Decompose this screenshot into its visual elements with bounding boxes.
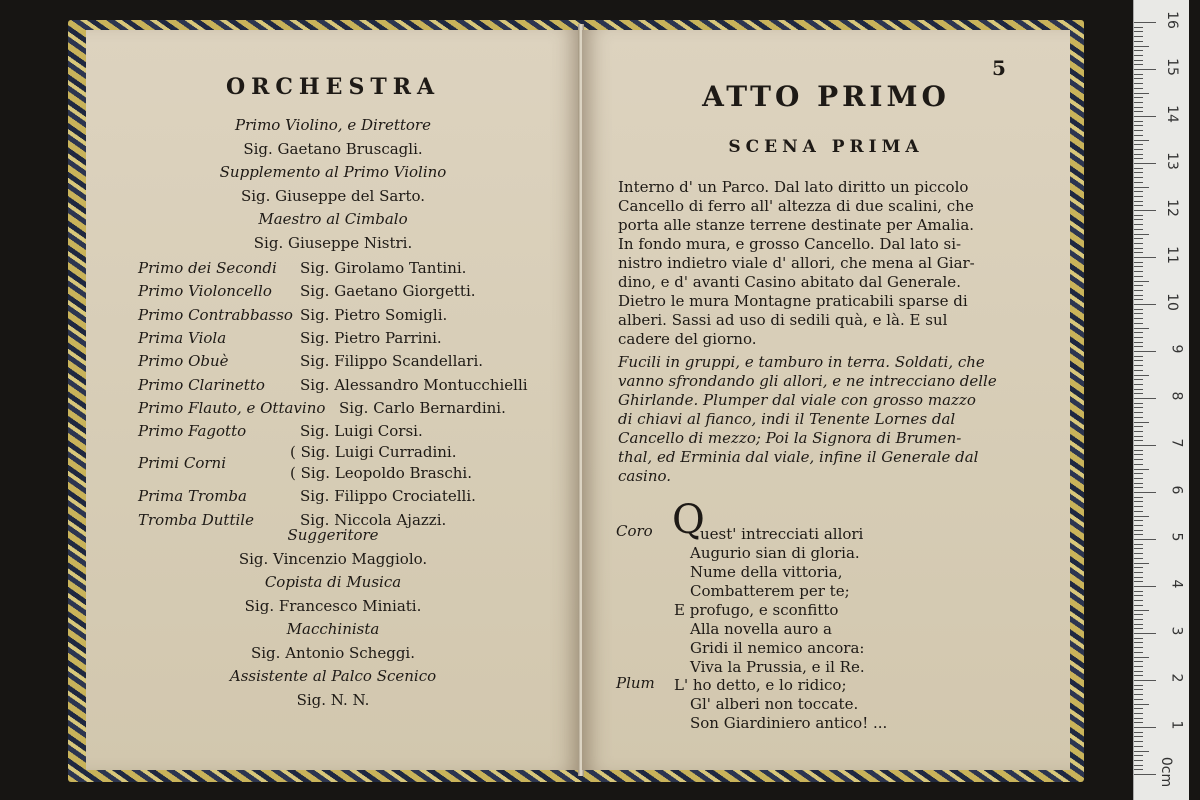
ruler-tick	[1134, 713, 1143, 714]
credit-role: Prima Viola	[138, 328, 227, 347]
credit-role: Assistente al Palco Scenico	[229, 667, 437, 685]
ruler-tick	[1134, 671, 1143, 672]
ruler-tick	[1134, 309, 1143, 310]
ruler-tick	[1134, 708, 1143, 709]
credit-name: ( Sig. Luigi Curradini.	[290, 443, 457, 461]
ruler-tick	[1134, 736, 1143, 737]
text-line: Cancello di ferro all' altezza di due scalini, che	[618, 197, 974, 215]
text-line: Ghirlande. Plumper dal viale con grosso mazzo	[618, 391, 976, 409]
ruler-tick	[1134, 121, 1143, 122]
ruler-tick	[1134, 257, 1156, 258]
ruler-tick	[1134, 22, 1156, 23]
credit-role: Maestro al Cimbalo	[258, 210, 408, 228]
text-line: Cancello di mezzo; Poi la Signora di Brumen-	[618, 429, 962, 447]
ruler-tick	[1134, 219, 1143, 220]
ruler-tick	[1134, 534, 1143, 535]
ruler-tick	[1134, 478, 1143, 479]
verse-line: L' ho detto, e lo ridico;	[674, 676, 847, 694]
ruler-tick	[1134, 55, 1143, 56]
credit-name: ( Sig. Leopoldo Braschi.	[290, 464, 472, 482]
ruler-tick	[1134, 417, 1143, 418]
ruler-tick	[1134, 581, 1143, 582]
ruler-tick	[1134, 125, 1143, 126]
orchestra-heading: ORCHESTRA	[225, 74, 441, 100]
text-line: di chiavi al fianco, indi il Tenente Lornes dal	[618, 410, 956, 428]
verse-line: E profugo, e sconfitto	[674, 601, 839, 619]
text-line: In fondo mura, e grosso Cancello. Dal lato si-	[618, 235, 962, 253]
ruler-tick	[1134, 473, 1143, 474]
ruler-tick	[1134, 46, 1149, 47]
ruler-tick	[1134, 238, 1143, 239]
ruler-tick	[1134, 201, 1143, 202]
ruler-tick	[1134, 516, 1149, 517]
ruler-tick	[1134, 351, 1156, 352]
credit-name: Sig. Vincenzio Maggiolo.	[238, 549, 428, 568]
ruler-number: 11	[1164, 246, 1181, 264]
ruler-tick	[1134, 135, 1143, 136]
speaker-plum: Plum	[616, 674, 655, 692]
text-line: alberi. Sassi ad uso di sedili quà, e là. E sul	[618, 311, 948, 329]
credit-name: Sig. Luigi Corsi.	[300, 422, 423, 441]
ruler-tick	[1134, 774, 1156, 775]
ruler-tick	[1134, 318, 1143, 319]
ruler-tick	[1134, 172, 1143, 173]
verse-line: Alla novella auro a	[690, 620, 833, 638]
ruler-tick	[1134, 276, 1143, 277]
ruler-tick	[1134, 544, 1143, 545]
ruler-tick	[1134, 262, 1143, 263]
text-line: dino, e d' avanti Casino abitato dal Generale.	[618, 273, 961, 291]
ruler-tick	[1134, 266, 1143, 267]
ruler-tick	[1134, 313, 1143, 314]
ruler-tick	[1134, 332, 1143, 333]
ruler-tick	[1134, 407, 1143, 408]
ruler-tick	[1134, 295, 1143, 296]
ruler-tick	[1134, 487, 1143, 488]
stage-directions	[618, 353, 997, 486]
ruler-tick	[1134, 440, 1143, 441]
ruler-tick	[1134, 379, 1143, 380]
ruler-tick	[1134, 342, 1143, 343]
ruler-tick	[1134, 168, 1143, 169]
ruler-tick	[1134, 732, 1143, 733]
ruler-tick	[1134, 619, 1143, 620]
credit-role: Suggeritore	[287, 526, 379, 544]
ruler-tick	[1134, 290, 1143, 291]
ruler-tick	[1134, 591, 1143, 592]
ruler-tick	[1134, 375, 1149, 376]
ruler-number: 6	[1168, 485, 1185, 495]
ruler-tick	[1134, 365, 1143, 366]
ruler-tick	[1134, 205, 1143, 206]
ruler-tick	[1134, 97, 1143, 98]
ruler-tick	[1134, 163, 1156, 164]
ruler-tick	[1134, 699, 1143, 700]
ruler-tick	[1134, 285, 1143, 286]
ruler-tick	[1134, 718, 1143, 719]
credit-name: Sig. Filippo Scandellari.	[300, 352, 484, 371]
text-line: Fucili in gruppi, e tamburo in terra. Soldati, che	[618, 353, 985, 371]
ruler-number: 4	[1168, 579, 1185, 589]
credit-name: Sig. Filippo Crociatelli.	[300, 487, 476, 505]
ruler-tick	[1134, 506, 1143, 507]
ruler-tick	[1134, 548, 1143, 549]
ruler-tick	[1134, 78, 1143, 79]
ruler-tick	[1134, 210, 1156, 211]
text-line: Dietro le mura Montagne praticabili sparse di	[618, 292, 968, 310]
ruler-tick	[1134, 746, 1143, 747]
ruler-tick	[1134, 116, 1156, 117]
ruler-tick	[1134, 605, 1143, 606]
credit-name: Sig. Alessandro Montucchielli	[300, 375, 528, 394]
ruler-number: 10	[1164, 293, 1181, 311]
ruler-tick	[1134, 64, 1143, 65]
right-page	[582, 30, 1070, 770]
ruler-tick	[1134, 337, 1143, 338]
ruler-tick	[1134, 393, 1143, 394]
ruler-tick	[1134, 271, 1143, 272]
ruler-tick	[1134, 191, 1143, 192]
credit-role: Primi Corni	[138, 454, 226, 472]
ruler-number: 13	[1164, 152, 1181, 170]
ruler-number: 3	[1168, 626, 1185, 636]
ruler-tick	[1134, 243, 1143, 244]
ruler-tick	[1134, 31, 1143, 32]
credit-name: Sig. Gaetano Bruscagli.	[243, 139, 423, 158]
verse-line: Gl' alberi non toccate.	[690, 695, 859, 713]
ruler-tick	[1134, 520, 1143, 521]
ruler-tick	[1134, 530, 1143, 531]
credit-role: Prima Tromba	[138, 487, 247, 505]
page-number: 5	[992, 56, 1006, 80]
text-line: Interno d' un Parco. Dal lato diritto un piccolo	[618, 178, 969, 196]
ruler-tick	[1134, 628, 1143, 629]
ruler-tick	[1134, 83, 1143, 84]
ruler-tick	[1134, 412, 1143, 413]
ruler-number: 1	[1168, 720, 1185, 730]
credit-role: Macchinista	[286, 620, 380, 638]
text-line: casino.	[618, 467, 672, 485]
credit-name: Sig. Carlo Bernardini.	[339, 398, 506, 417]
drop-cap: Q	[672, 497, 705, 543]
ruler-tick	[1134, 281, 1149, 282]
ruler-tick	[1134, 755, 1143, 756]
ruler-tick	[1134, 666, 1143, 667]
credit-role: Primo Violoncello	[138, 282, 272, 301]
ruler-tick	[1134, 144, 1143, 145]
ruler-tick	[1134, 595, 1143, 596]
ruler-tick	[1134, 525, 1143, 526]
ruler-tick	[1134, 111, 1143, 112]
ruler-tick	[1134, 360, 1143, 361]
ruler-tick	[1134, 370, 1143, 371]
ruler-tick	[1134, 685, 1143, 686]
scene-description	[618, 178, 975, 349]
credit-role: Primo Clarinetto	[138, 375, 265, 394]
ruler-tick	[1134, 497, 1143, 498]
ruler-tick	[1134, 553, 1143, 554]
ruler-tick	[1134, 323, 1143, 324]
ruler-tick	[1134, 760, 1143, 761]
credit-name: Sig. Giuseppe del Sarto.	[240, 186, 426, 205]
ruler-tick	[1134, 328, 1149, 329]
verse-line: Son Giardiniero antico! ...	[690, 714, 888, 732]
ruler-tick	[1134, 299, 1143, 300]
credit-name: Sig. Niccola Ajazzi.	[300, 510, 447, 529]
ruler-tick	[1134, 567, 1143, 568]
ruler-tick	[1134, 765, 1143, 766]
ruler-tick	[1134, 600, 1143, 601]
ruler-number: 9	[1168, 344, 1185, 354]
credit-role: Primo Flauto, e Ottavino	[138, 398, 326, 417]
ruler-tick	[1134, 384, 1143, 385]
left-page	[86, 30, 580, 770]
ruler-tick	[1134, 610, 1149, 611]
ruler-tick	[1134, 426, 1143, 427]
ruler-tick	[1134, 492, 1156, 493]
ruler-tick	[1134, 689, 1143, 690]
ruler-tick	[1134, 74, 1143, 75]
ruler-tick	[1134, 647, 1143, 648]
ruler-tick	[1134, 346, 1143, 347]
credit-name: Sig. Giuseppe Nistri.	[253, 233, 413, 252]
ruler-tick	[1134, 187, 1149, 188]
ruler-tick	[1134, 149, 1143, 150]
credit-name: Sig. Antonio Scheggi.	[250, 643, 415, 662]
ruler-tick	[1134, 694, 1143, 695]
ruler-tick	[1134, 511, 1143, 512]
ruler-tick	[1134, 727, 1156, 728]
ruler-tick	[1134, 196, 1143, 197]
ruler-tick	[1134, 558, 1143, 559]
verse-line: Augurio sian di gloria.	[690, 544, 860, 562]
measuring-ruler	[1133, 0, 1189, 800]
ruler-tick	[1134, 722, 1143, 723]
credit-name: Sig. Gaetano Giorgetti.	[300, 282, 476, 301]
ruler-tick	[1134, 657, 1149, 658]
ruler-tick	[1134, 464, 1143, 465]
ruler-tick	[1134, 215, 1143, 216]
credit-role: Primo Violino, e Direttore	[235, 116, 431, 134]
ruler-tick	[1134, 539, 1156, 540]
ruler-tick	[1134, 436, 1143, 437]
ruler-tick	[1134, 41, 1143, 42]
credit-role: Tromba Duttile	[138, 510, 254, 529]
ruler-tick	[1134, 60, 1143, 61]
ruler-tick	[1134, 454, 1143, 455]
ruler-tick	[1134, 469, 1149, 470]
ruler-tick	[1134, 182, 1143, 183]
credit-name: Sig. Girolamo Tantini.	[300, 259, 467, 277]
text-line: cadere del giorno.	[618, 330, 757, 348]
ruler-tick	[1134, 154, 1143, 155]
text-line: thal, ed Erminia dal viale, infine il Generale dal	[618, 448, 979, 466]
ruler-tick	[1134, 483, 1143, 484]
ruler-number: 15	[1164, 58, 1181, 76]
text-line: porta alle stanze terrene destinate per Amalia.	[618, 216, 975, 234]
credit-name: Sig. Pietro Somigli.	[300, 305, 448, 324]
ruler-tick	[1134, 88, 1143, 89]
ruler-tick	[1134, 177, 1143, 178]
ruler-tick	[1134, 27, 1143, 28]
ruler-tick	[1134, 234, 1149, 235]
ruler-tick	[1134, 248, 1143, 249]
act-title: ATTO PRIMO	[702, 80, 950, 113]
ruler-number: 0cm	[1157, 756, 1174, 788]
credit-role: Supplemento al Primo Violino	[219, 163, 447, 181]
ruler-tick	[1134, 304, 1156, 305]
ruler-tick	[1134, 422, 1149, 423]
credit-role: Primo Fagotto	[138, 422, 247, 441]
credit-role: Primo dei Secondi	[138, 259, 277, 277]
ruler-number: 16	[1164, 11, 1181, 29]
ruler-tick	[1134, 642, 1143, 643]
ruler-tick	[1134, 229, 1143, 230]
ruler-tick	[1134, 107, 1143, 108]
verse-line: Combatterem per te;	[690, 582, 850, 600]
ruler-tick	[1134, 450, 1143, 451]
ruler-tick	[1134, 704, 1149, 705]
verse-line: uest' intrecciati allori	[700, 525, 864, 543]
verse-line: Nume della vittoria,	[690, 563, 843, 581]
credit-name: Sig. N. N.	[296, 690, 370, 709]
text-line: nistro indietro viale d' allori, che mena al Giar-	[618, 254, 975, 272]
ruler-tick	[1134, 563, 1149, 564]
credit-role: Copista di Musica	[264, 573, 402, 591]
ruler-tick	[1134, 224, 1143, 225]
ruler-tick	[1134, 36, 1143, 37]
credit-name: Sig. Francesco Miniati.	[244, 596, 422, 615]
ruler-tick	[1134, 661, 1143, 662]
ruler-tick	[1134, 398, 1156, 399]
ruler-tick	[1134, 675, 1143, 676]
scene-title: SCENA PRIMA	[728, 137, 924, 157]
ruler-number: 7	[1168, 438, 1185, 448]
ruler-tick	[1134, 140, 1149, 141]
ruler-number: 14	[1164, 105, 1181, 123]
speaker-coro: Coro	[616, 522, 653, 540]
ruler-number: 8	[1168, 391, 1185, 401]
ruler-tick	[1134, 501, 1143, 502]
ruler-tick	[1134, 389, 1143, 390]
ruler-number: 12	[1164, 199, 1181, 217]
ruler-tick	[1134, 652, 1143, 653]
ruler-tick	[1134, 680, 1156, 681]
ruler-tick	[1134, 252, 1143, 253]
ruler-tick	[1134, 69, 1156, 70]
ruler-number: 2	[1168, 673, 1185, 683]
ruler-tick	[1134, 459, 1143, 460]
ruler-tick	[1134, 50, 1143, 51]
ruler-tick	[1134, 614, 1143, 615]
ruler-tick	[1134, 638, 1143, 639]
ruler-tick	[1134, 102, 1143, 103]
ruler-tick	[1134, 403, 1143, 404]
ruler-tick	[1134, 572, 1143, 573]
ruler-tick	[1134, 633, 1156, 634]
credit-name: Sig. Pietro Parrini.	[300, 328, 442, 347]
credit-role: Primo Obuè	[138, 352, 229, 371]
ruler-tick	[1134, 751, 1149, 752]
ruler-tick	[1134, 445, 1156, 446]
ruler-tick	[1134, 130, 1143, 131]
verse-line: Viva la Prussia, e il Re.	[690, 658, 865, 676]
ruler-tick	[1134, 158, 1143, 159]
ruler-tick	[1134, 741, 1143, 742]
ruler-number: 5	[1168, 532, 1185, 542]
ruler-tick	[1134, 577, 1143, 578]
ruler-tick	[1134, 431, 1143, 432]
text-line: vanno sfrondando gli allori, e ne intrecciano delle	[618, 372, 997, 390]
ruler-tick	[1134, 356, 1143, 357]
ruler-tick	[1134, 93, 1149, 94]
ruler-tick	[1134, 769, 1143, 770]
ruler-tick	[1134, 624, 1143, 625]
verse-line: Gridi il nemico ancora:	[690, 639, 865, 657]
ruler-tick	[1134, 586, 1156, 587]
credit-role: Primo Contrabbasso	[138, 305, 293, 324]
